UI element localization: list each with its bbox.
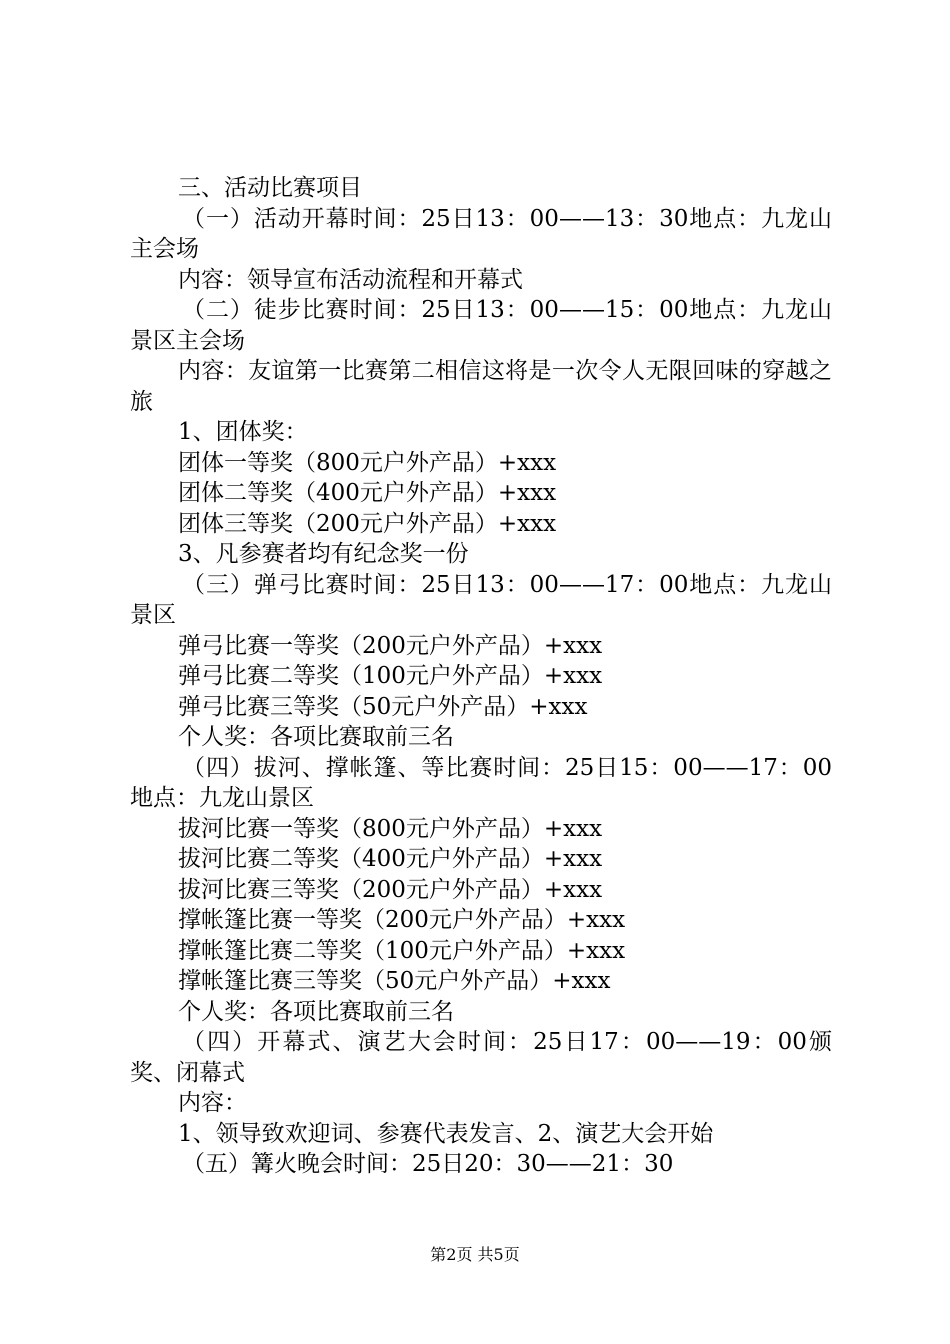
paragraph: （五）篝火晚会时间：25日20：30——21：30 [182, 1151, 674, 1177]
paragraph: （四）拔河、撑帐篷、等比赛时间：25日15：00——17：00地点：九龙山景区 [130, 754, 832, 811]
paragraph: 拔河比赛三等奖（200元户外产品）+xxx [178, 876, 603, 903]
paragraph: （四）开幕式、演艺大会时间：25日17：00——19：00颁奖、闭幕式 [130, 1029, 832, 1086]
paragraph: 1、团体奖： [178, 419, 308, 445]
paragraph: 拔河比赛一等奖（800元户外产品）+xxx [178, 815, 603, 842]
paragraph: 撑帐篷比赛三等奖（50元户外产品）+xxx [178, 968, 611, 994]
paragraph: 拔河比赛二等奖（400元户外产品）+xxx [178, 846, 603, 872]
paragraph: 内容： [178, 1090, 247, 1116]
paragraph: 弹弓比赛一等奖（200元户外产品）+xxx [178, 632, 603, 659]
paragraph: 撑帐篷比赛一等奖（200元户外产品）+xxx [178, 907, 626, 933]
paragraph: 内容：友谊第一比赛第二相信这将是一次令人无限回味的穿越之旅 [130, 358, 832, 415]
paragraph: 撑帐篷比赛二等奖（100元户外产品）+xxx [178, 937, 626, 964]
page-footer [0, 1244, 950, 1266]
paragraph: 内容：领导宣布活动流程和开幕式 [178, 266, 523, 293]
paragraph: 团体一等奖（800元户外产品）+xxx [178, 449, 557, 476]
paragraph: 个人奖：各项比赛取前三名 [178, 998, 454, 1025]
section-heading: 三、活动比赛项目 [178, 175, 362, 201]
paragraph: 团体三等奖（200元户外产品）+xxx [178, 510, 557, 537]
paragraph: 3、凡参赛者均有纪念奖一份 [178, 541, 469, 567]
page-number-label: 第2页 共5页 [430, 1245, 520, 1264]
paragraph: 1、领导致欢迎词、参赛代表发言、2、演艺大会开始 [178, 1120, 714, 1147]
paragraph: 弹弓比赛三等奖（50元户外产品）+xxx [178, 693, 588, 720]
paragraph: （一）活动开幕时间：25日13：00——13：30地点：九龙山主会场 [130, 205, 832, 262]
paragraph: （三）弹弓比赛时间：25日13：00——17：00地点：九龙山景区 [130, 571, 832, 628]
paragraph: 团体二等奖（400元户外产品）+xxx [178, 480, 557, 506]
paragraph: 个人奖：各项比赛取前三名 [178, 724, 454, 750]
paragraph: 弹弓比赛二等奖（100元户外产品）+xxx [178, 663, 603, 689]
paragraph: （二）徒步比赛时间：25日13：00——15：00地点：九龙山景区主会场 [130, 297, 832, 354]
document-body [130, 173, 832, 1180]
